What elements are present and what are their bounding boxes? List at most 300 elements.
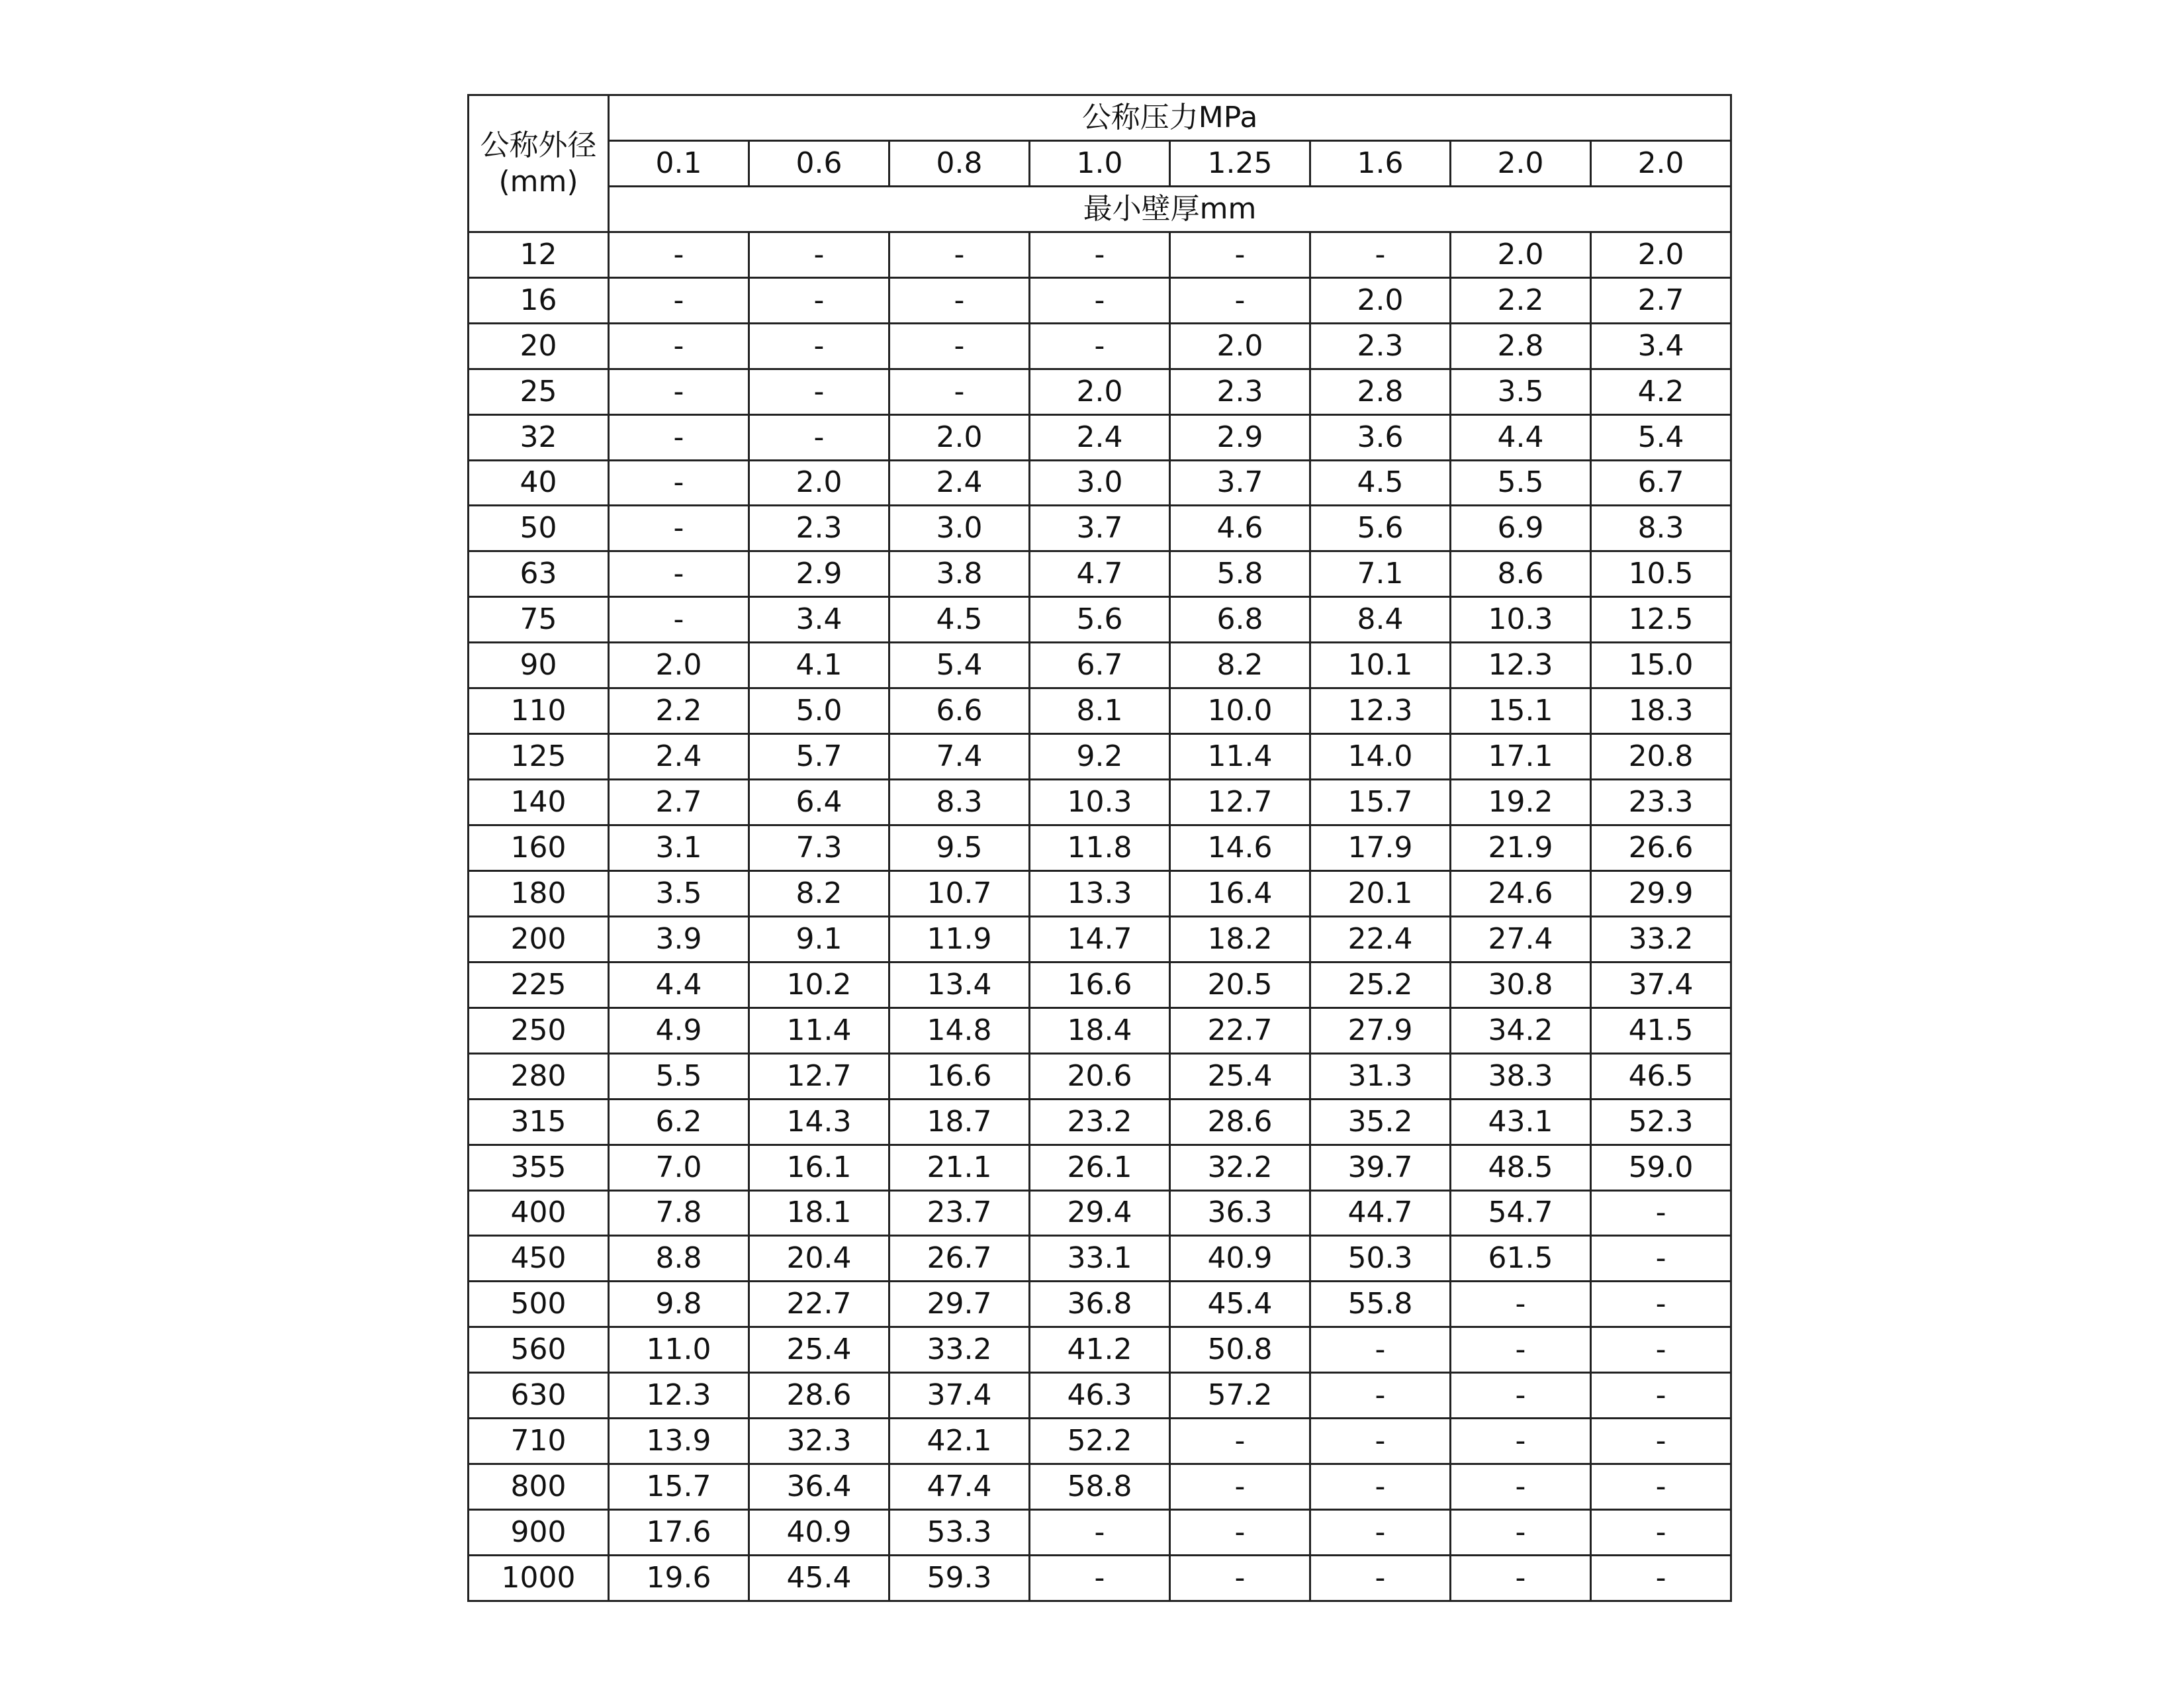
outer-diameter-cell: 32 bbox=[469, 414, 609, 460]
wall-thickness-cell: 4.2 bbox=[1591, 369, 1731, 414]
table-row bbox=[469, 1510, 1731, 1556]
outer-diameter-cell: 1000 bbox=[469, 1556, 609, 1601]
wall-thickness-cell: - bbox=[1310, 1327, 1451, 1373]
outer-diameter-cell: 125 bbox=[469, 734, 609, 780]
table-row bbox=[469, 688, 1731, 734]
wall-thickness-cell: 8.2 bbox=[1170, 643, 1310, 688]
wall-thickness-cell: 57.2 bbox=[1170, 1373, 1310, 1419]
outer-diameter-cell: 800 bbox=[469, 1464, 609, 1510]
thickness-header: 最小壁厚mm bbox=[609, 186, 1731, 232]
wall-thickness-cell: - bbox=[1030, 277, 1170, 323]
table-row bbox=[469, 780, 1731, 825]
wall-thickness-cell: 12.7 bbox=[749, 1053, 889, 1099]
wall-thickness-cell: 41.2 bbox=[1030, 1327, 1170, 1373]
wall-thickness-cell: 20.4 bbox=[749, 1236, 889, 1282]
wall-thickness-cell: 40.9 bbox=[749, 1510, 889, 1556]
outer-diameter-cell: 200 bbox=[469, 916, 609, 962]
wall-thickness-cell: 54.7 bbox=[1451, 1190, 1591, 1236]
table-row bbox=[469, 277, 1731, 323]
wall-thickness-cell: 50.3 bbox=[1310, 1236, 1451, 1282]
outer-diameter-cell: 16 bbox=[469, 277, 609, 323]
wall-thickness-cell: 50.8 bbox=[1170, 1327, 1310, 1373]
wall-thickness-cell: 35.2 bbox=[1310, 1099, 1451, 1145]
wall-thickness-cell: 4.6 bbox=[1170, 506, 1310, 551]
wall-thickness-cell: 17.9 bbox=[1310, 825, 1451, 871]
wall-thickness-cell: - bbox=[609, 369, 749, 414]
wall-thickness-cell: 8.2 bbox=[749, 870, 889, 916]
outer-diameter-cell: 250 bbox=[469, 1008, 609, 1053]
wall-thickness-cell: 41.5 bbox=[1591, 1008, 1731, 1053]
wall-thickness-cell: - bbox=[609, 277, 749, 323]
table-row bbox=[469, 1008, 1731, 1053]
wall-thickness-cell: 29.7 bbox=[889, 1282, 1030, 1327]
table-row bbox=[469, 962, 1731, 1008]
wall-thickness-cell: 32.3 bbox=[749, 1419, 889, 1464]
wall-thickness-cell: 16.6 bbox=[1030, 962, 1170, 1008]
wall-thickness-cell: 17.1 bbox=[1451, 734, 1591, 780]
outer-diameter-cell: 12 bbox=[469, 232, 609, 277]
wall-thickness-cell: 42.1 bbox=[889, 1419, 1030, 1464]
header-row-pressures bbox=[469, 140, 1731, 186]
table-row bbox=[469, 460, 1731, 506]
wall-thickness-cell: - bbox=[889, 369, 1030, 414]
wall-thickness-cell: 18.4 bbox=[1030, 1008, 1170, 1053]
wall-thickness-cell: 33.1 bbox=[1030, 1236, 1170, 1282]
wall-thickness-cell: 40.9 bbox=[1170, 1236, 1310, 1282]
wall-thickness-cell: - bbox=[1310, 1510, 1451, 1556]
wall-thickness-cell: 28.6 bbox=[749, 1373, 889, 1419]
wall-thickness-cell: 4.4 bbox=[609, 962, 749, 1008]
wall-thickness-cell: 10.1 bbox=[1310, 643, 1451, 688]
wall-thickness-cell: 59.0 bbox=[1591, 1145, 1731, 1190]
wall-thickness-cell: 5.4 bbox=[889, 643, 1030, 688]
wall-thickness-cell: 13.3 bbox=[1030, 870, 1170, 916]
outer-diameter-cell: 40 bbox=[469, 460, 609, 506]
wall-thickness-cell: 10.3 bbox=[1030, 780, 1170, 825]
wall-thickness-cell: 6.2 bbox=[609, 1099, 749, 1145]
wall-thickness-cell: - bbox=[1170, 277, 1310, 323]
wall-thickness-cell: 45.4 bbox=[1170, 1282, 1310, 1327]
wall-thickness-cell: 9.2 bbox=[1030, 734, 1170, 780]
wall-thickness-cell: 10.5 bbox=[1591, 551, 1731, 597]
table-row bbox=[469, 643, 1731, 688]
pressure-value: 1.6 bbox=[1310, 140, 1451, 186]
wall-thickness-cell: 16.6 bbox=[889, 1053, 1030, 1099]
pressure-value: 0.8 bbox=[889, 140, 1030, 186]
wall-thickness-cell: 4.5 bbox=[889, 597, 1030, 643]
wall-thickness-cell: 12.5 bbox=[1591, 597, 1731, 643]
wall-thickness-cell: 4.5 bbox=[1310, 460, 1451, 506]
wall-thickness-cell: 13.4 bbox=[889, 962, 1030, 1008]
wall-thickness-cell: - bbox=[609, 506, 749, 551]
wall-thickness-cell: 4.1 bbox=[749, 643, 889, 688]
wall-thickness-cell: - bbox=[889, 232, 1030, 277]
wall-thickness-cell: - bbox=[1030, 1556, 1170, 1601]
wall-thickness-cell: 6.9 bbox=[1451, 506, 1591, 551]
wall-thickness-cell: - bbox=[1310, 1373, 1451, 1419]
wall-thickness-cell: 15.0 bbox=[1591, 643, 1731, 688]
wall-thickness-cell: 2.0 bbox=[1170, 323, 1310, 369]
wall-thickness-cell: 5.7 bbox=[749, 734, 889, 780]
pressure-value: 0.6 bbox=[749, 140, 889, 186]
wall-thickness-cell: - bbox=[1451, 1327, 1591, 1373]
wall-thickness-cell: 36.8 bbox=[1030, 1282, 1170, 1327]
wall-thickness-cell: 8.6 bbox=[1451, 551, 1591, 597]
wall-thickness-cell: - bbox=[1170, 232, 1310, 277]
wall-thickness-cell: 14.0 bbox=[1310, 734, 1451, 780]
wall-thickness-cell: - bbox=[1591, 1190, 1731, 1236]
wall-thickness-cell: 37.4 bbox=[889, 1373, 1030, 1419]
wall-thickness-cell: 46.3 bbox=[1030, 1373, 1170, 1419]
wall-thickness-cell: - bbox=[1591, 1327, 1731, 1373]
wall-thickness-cell: - bbox=[609, 414, 749, 460]
wall-thickness-cell: 2.7 bbox=[609, 780, 749, 825]
wall-thickness-cell: 27.4 bbox=[1451, 916, 1591, 962]
wall-thickness-cell: 4.9 bbox=[609, 1008, 749, 1053]
wall-thickness-cell: 27.9 bbox=[1310, 1008, 1451, 1053]
od-header-cell bbox=[469, 95, 609, 232]
wall-thickness-cell: 38.3 bbox=[1451, 1053, 1591, 1099]
wall-thickness-cell: 6.7 bbox=[1030, 643, 1170, 688]
wall-thickness-cell: 5.0 bbox=[749, 688, 889, 734]
wall-thickness-cell: - bbox=[1310, 232, 1451, 277]
wall-thickness-cell: - bbox=[1451, 1510, 1591, 1556]
table-row bbox=[469, 734, 1731, 780]
pressure-value: 0.1 bbox=[609, 140, 749, 186]
wall-thickness-cell: 23.3 bbox=[1591, 780, 1731, 825]
wall-thickness-cell: 2.0 bbox=[609, 643, 749, 688]
wall-thickness-cell: 21.1 bbox=[889, 1145, 1030, 1190]
wall-thickness-cell: 3.7 bbox=[1030, 506, 1170, 551]
pressure-value: 1.25 bbox=[1170, 140, 1310, 186]
wall-thickness-cell: 18.3 bbox=[1591, 688, 1731, 734]
header-row-thickness-title bbox=[469, 186, 1731, 232]
table-row bbox=[469, 506, 1731, 551]
od-header-label: 公称外径 bbox=[480, 128, 597, 162]
wall-thickness-cell: 9.1 bbox=[749, 916, 889, 962]
wall-thickness-cell: 25.2 bbox=[1310, 962, 1451, 1008]
wall-thickness-cell: - bbox=[1310, 1464, 1451, 1510]
wall-thickness-cell: 59.3 bbox=[889, 1556, 1030, 1601]
wall-thickness-cell: - bbox=[1451, 1282, 1591, 1327]
wall-thickness-cell: 36.4 bbox=[749, 1464, 889, 1510]
wall-thickness-cell: 11.4 bbox=[749, 1008, 889, 1053]
wall-thickness-cell: 24.6 bbox=[1451, 870, 1591, 916]
wall-thickness-cell: 14.6 bbox=[1170, 825, 1310, 871]
wall-thickness-cell: 3.6 bbox=[1310, 414, 1451, 460]
wall-thickness-cell: 26.1 bbox=[1030, 1145, 1170, 1190]
wall-thickness-cell: 22.4 bbox=[1310, 916, 1451, 962]
wall-thickness-cell: 12.3 bbox=[609, 1373, 749, 1419]
wall-thickness-cell: 23.2 bbox=[1030, 1099, 1170, 1145]
outer-diameter-cell: 900 bbox=[469, 1510, 609, 1556]
wall-thickness-cell: 20.6 bbox=[1030, 1053, 1170, 1099]
wall-thickness-cell: 2.3 bbox=[1310, 323, 1451, 369]
wall-thickness-cell: 18.1 bbox=[749, 1190, 889, 1236]
wall-thickness-cell: 25.4 bbox=[749, 1327, 889, 1373]
outer-diameter-cell: 75 bbox=[469, 597, 609, 643]
wall-thickness-cell: - bbox=[1591, 1510, 1731, 1556]
outer-diameter-cell: 160 bbox=[469, 825, 609, 871]
wall-thickness-cell: 3.5 bbox=[1451, 369, 1591, 414]
wall-thickness-cell: - bbox=[1170, 1510, 1310, 1556]
wall-thickness-cell: 2.4 bbox=[609, 734, 749, 780]
wall-thickness-cell: 3.8 bbox=[889, 551, 1030, 597]
wall-thickness-cell: 33.2 bbox=[1591, 916, 1731, 962]
wall-thickness-cell: 9.5 bbox=[889, 825, 1030, 871]
wall-thickness-cell: 47.4 bbox=[889, 1464, 1030, 1510]
wall-thickness-cell: 2.0 bbox=[1310, 277, 1451, 323]
wall-thickness-cell: 4.7 bbox=[1030, 551, 1170, 597]
wall-thickness-cell: 2.9 bbox=[749, 551, 889, 597]
wall-thickness-cell: - bbox=[1591, 1282, 1731, 1327]
wall-thickness-cell: - bbox=[749, 323, 889, 369]
wall-thickness-cell: 3.0 bbox=[889, 506, 1030, 551]
outer-diameter-cell: 110 bbox=[469, 688, 609, 734]
wall-thickness-cell: 10.3 bbox=[1451, 597, 1591, 643]
wall-thickness-cell: 32.2 bbox=[1170, 1145, 1310, 1190]
wall-thickness-cell: - bbox=[1591, 1373, 1731, 1419]
wall-thickness-cell: 52.2 bbox=[1030, 1419, 1170, 1464]
wall-thickness-cell: 10.2 bbox=[749, 962, 889, 1008]
wall-thickness-cell: - bbox=[1451, 1419, 1591, 1464]
wall-thickness-cell: 20.1 bbox=[1310, 870, 1451, 916]
pressure-value: 2.0 bbox=[1591, 140, 1731, 186]
wall-thickness-cell: 31.3 bbox=[1310, 1053, 1451, 1099]
table-row bbox=[469, 1373, 1731, 1419]
wall-thickness-cell: 43.1 bbox=[1451, 1099, 1591, 1145]
outer-diameter-cell: 50 bbox=[469, 506, 609, 551]
wall-thickness-cell: 17.6 bbox=[609, 1510, 749, 1556]
wall-thickness-cell: - bbox=[889, 277, 1030, 323]
wall-thickness-cell: 2.4 bbox=[1030, 414, 1170, 460]
table-row bbox=[469, 551, 1731, 597]
wall-thickness-cell: 12.3 bbox=[1451, 643, 1591, 688]
wall-thickness-cell: 8.1 bbox=[1030, 688, 1170, 734]
outer-diameter-cell: 140 bbox=[469, 780, 609, 825]
wall-thickness-cell: 2.9 bbox=[1170, 414, 1310, 460]
table-row bbox=[469, 870, 1731, 916]
table-row bbox=[469, 414, 1731, 460]
wall-thickness-cell: 16.1 bbox=[749, 1145, 889, 1190]
table-row bbox=[469, 1099, 1731, 1145]
table-row bbox=[469, 916, 1731, 962]
header-row-pressure-title bbox=[469, 95, 1731, 141]
wall-thickness-cell: 8.3 bbox=[1591, 506, 1731, 551]
wall-thickness-cell: 7.3 bbox=[749, 825, 889, 871]
wall-thickness-cell: - bbox=[1030, 323, 1170, 369]
wall-thickness-cell: 6.7 bbox=[1591, 460, 1731, 506]
wall-thickness-cell: - bbox=[1310, 1556, 1451, 1601]
wall-thickness-cell: 2.8 bbox=[1451, 323, 1591, 369]
wall-thickness-cell: 45.4 bbox=[749, 1556, 889, 1601]
wall-thickness-cell: 10.0 bbox=[1170, 688, 1310, 734]
wall-thickness-cell: 13.9 bbox=[609, 1419, 749, 1464]
wall-thickness-cell: 2.3 bbox=[1170, 369, 1310, 414]
wall-thickness-cell: 20.8 bbox=[1591, 734, 1731, 780]
wall-thickness-cell: 2.0 bbox=[1451, 232, 1591, 277]
wall-thickness-cell: 8.3 bbox=[889, 780, 1030, 825]
wall-thickness-cell: 11.8 bbox=[1030, 825, 1170, 871]
wall-thickness-cell: - bbox=[1310, 1419, 1451, 1464]
wall-thickness-cell: 2.7 bbox=[1591, 277, 1731, 323]
wall-thickness-cell: 2.0 bbox=[1591, 232, 1731, 277]
wall-thickness-cell: 29.9 bbox=[1591, 870, 1731, 916]
wall-thickness-cell: 11.4 bbox=[1170, 734, 1310, 780]
wall-thickness-cell: 26.7 bbox=[889, 1236, 1030, 1282]
wall-thickness-cell: 33.2 bbox=[889, 1327, 1030, 1373]
wall-thickness-cell: 14.8 bbox=[889, 1008, 1030, 1053]
wall-thickness-cell: 12.3 bbox=[1310, 688, 1451, 734]
wall-thickness-cell: 8.8 bbox=[609, 1236, 749, 1282]
table-row bbox=[469, 1190, 1731, 1236]
outer-diameter-cell: 630 bbox=[469, 1373, 609, 1419]
wall-thickness-cell: 37.4 bbox=[1591, 962, 1731, 1008]
wall-thickness-cell: 44.7 bbox=[1310, 1190, 1451, 1236]
wall-thickness-cell: - bbox=[1030, 232, 1170, 277]
wall-thickness-cell: - bbox=[749, 414, 889, 460]
wall-thickness-cell: 7.0 bbox=[609, 1145, 749, 1190]
wall-thickness-cell: 5.5 bbox=[1451, 460, 1591, 506]
table-row bbox=[469, 1145, 1731, 1190]
wall-thickness-cell: 4.4 bbox=[1451, 414, 1591, 460]
outer-diameter-cell: 280 bbox=[469, 1053, 609, 1099]
wall-thickness-cell: - bbox=[1170, 1419, 1310, 1464]
pressure-header: 公称压力MPa bbox=[609, 95, 1731, 141]
table-row bbox=[469, 1236, 1731, 1282]
table-row bbox=[469, 1556, 1731, 1601]
outer-diameter-cell: 560 bbox=[469, 1327, 609, 1373]
outer-diameter-cell: 315 bbox=[469, 1099, 609, 1145]
wall-thickness-cell: 52.3 bbox=[1591, 1099, 1731, 1145]
wall-thickness-cell: 14.7 bbox=[1030, 916, 1170, 962]
outer-diameter-cell: 450 bbox=[469, 1236, 609, 1282]
wall-thickness-cell: - bbox=[609, 597, 749, 643]
wall-thickness-cell: 6.8 bbox=[1170, 597, 1310, 643]
wall-thickness-cell: 30.8 bbox=[1451, 962, 1591, 1008]
wall-thickness-cell: 15.7 bbox=[1310, 780, 1451, 825]
wall-thickness-cell: 8.4 bbox=[1310, 597, 1451, 643]
outer-diameter-cell: 225 bbox=[469, 962, 609, 1008]
wall-thickness-cell: 12.7 bbox=[1170, 780, 1310, 825]
wall-thickness-cell: 58.8 bbox=[1030, 1464, 1170, 1510]
outer-diameter-cell: 180 bbox=[469, 870, 609, 916]
wall-thickness-cell: 48.5 bbox=[1451, 1145, 1591, 1190]
wall-thickness-cell: 28.6 bbox=[1170, 1099, 1310, 1145]
pressure-value: 2.0 bbox=[1451, 140, 1591, 186]
table-row bbox=[469, 369, 1731, 414]
wall-thickness-cell: 3.7 bbox=[1170, 460, 1310, 506]
wall-thickness-cell: - bbox=[1591, 1464, 1731, 1510]
wall-thickness-cell: 34.2 bbox=[1451, 1008, 1591, 1053]
wall-thickness-cell: 10.7 bbox=[889, 870, 1030, 916]
table-row bbox=[469, 1327, 1731, 1373]
wall-thickness-cell: 6.6 bbox=[889, 688, 1030, 734]
wall-thickness-cell: 18.7 bbox=[889, 1099, 1030, 1145]
wall-thickness-cell: - bbox=[609, 551, 749, 597]
wall-thickness-cell: 2.3 bbox=[749, 506, 889, 551]
wall-thickness-cell: - bbox=[749, 232, 889, 277]
wall-thickness-cell: 7.4 bbox=[889, 734, 1030, 780]
wall-thickness-cell: 29.4 bbox=[1030, 1190, 1170, 1236]
wall-thickness-cell: 5.6 bbox=[1030, 597, 1170, 643]
outer-diameter-cell: 710 bbox=[469, 1419, 609, 1464]
wall-thickness-cell: 7.1 bbox=[1310, 551, 1451, 597]
wall-thickness-cell: 46.5 bbox=[1591, 1053, 1731, 1099]
wall-thickness-cell: 15.7 bbox=[609, 1464, 749, 1510]
table-row bbox=[469, 1419, 1731, 1464]
outer-diameter-cell: 400 bbox=[469, 1190, 609, 1236]
wall-thickness-cell: - bbox=[1451, 1373, 1591, 1419]
outer-diameter-cell: 355 bbox=[469, 1145, 609, 1190]
wall-thickness-cell: - bbox=[1451, 1464, 1591, 1510]
wall-thickness-cell: 11.9 bbox=[889, 916, 1030, 962]
table-row bbox=[469, 597, 1731, 643]
wall-thickness-cell: 5.5 bbox=[609, 1053, 749, 1099]
wall-thickness-cell: - bbox=[609, 323, 749, 369]
wall-thickness-cell: 3.9 bbox=[609, 916, 749, 962]
wall-thickness-cell: 5.4 bbox=[1591, 414, 1731, 460]
wall-thickness-cell: 21.9 bbox=[1451, 825, 1591, 871]
wall-thickness-cell: 18.2 bbox=[1170, 916, 1310, 962]
wall-thickness-cell: - bbox=[1591, 1556, 1731, 1601]
wall-thickness-cell: 3.4 bbox=[749, 597, 889, 643]
wall-thickness-cell: 2.4 bbox=[889, 460, 1030, 506]
wall-thickness-cell: 55.8 bbox=[1310, 1282, 1451, 1327]
wall-thickness-cell: - bbox=[1591, 1419, 1731, 1464]
wall-thickness-cell: 36.3 bbox=[1170, 1190, 1310, 1236]
wall-thickness-cell: 25.4 bbox=[1170, 1053, 1310, 1099]
wall-thickness-cell: 23.7 bbox=[889, 1190, 1030, 1236]
table-row bbox=[469, 825, 1731, 871]
wall-thickness-cell: - bbox=[609, 460, 749, 506]
wall-thickness-cell: 3.4 bbox=[1591, 323, 1731, 369]
pressure-value: 1.0 bbox=[1030, 140, 1170, 186]
pipe-wall-thickness-table bbox=[467, 94, 1732, 1602]
wall-thickness-cell: 22.7 bbox=[749, 1282, 889, 1327]
wall-thickness-cell: 2.2 bbox=[609, 688, 749, 734]
table-row bbox=[469, 323, 1731, 369]
wall-thickness-cell: 9.8 bbox=[609, 1282, 749, 1327]
outer-diameter-cell: 25 bbox=[469, 369, 609, 414]
wall-thickness-cell: 22.7 bbox=[1170, 1008, 1310, 1053]
wall-thickness-cell: 5.6 bbox=[1310, 506, 1451, 551]
wall-thickness-cell: 39.7 bbox=[1310, 1145, 1451, 1190]
outer-diameter-cell: 63 bbox=[469, 551, 609, 597]
wall-thickness-cell: - bbox=[1170, 1556, 1310, 1601]
outer-diameter-cell: 500 bbox=[469, 1282, 609, 1327]
wall-thickness-cell: 6.4 bbox=[749, 780, 889, 825]
wall-thickness-cell: - bbox=[749, 369, 889, 414]
wall-thickness-cell: 61.5 bbox=[1451, 1236, 1591, 1282]
wall-thickness-cell: - bbox=[1030, 1510, 1170, 1556]
wall-thickness-cell: 14.3 bbox=[749, 1099, 889, 1145]
wall-thickness-cell: 5.8 bbox=[1170, 551, 1310, 597]
wall-thickness-cell: - bbox=[1170, 1464, 1310, 1510]
table-row bbox=[469, 232, 1731, 277]
wall-thickness-cell: 2.0 bbox=[749, 460, 889, 506]
table-row bbox=[469, 1464, 1731, 1510]
wall-thickness-cell: 26.6 bbox=[1591, 825, 1731, 871]
wall-thickness-cell: - bbox=[889, 323, 1030, 369]
wall-thickness-cell: - bbox=[1451, 1556, 1591, 1601]
wall-thickness-cell: - bbox=[749, 277, 889, 323]
wall-thickness-cell: 3.5 bbox=[609, 870, 749, 916]
table-body bbox=[469, 95, 1731, 1601]
wall-thickness-cell: 15.1 bbox=[1451, 688, 1591, 734]
wall-thickness-cell: 2.8 bbox=[1310, 369, 1451, 414]
wall-thickness-cell: 11.0 bbox=[609, 1327, 749, 1373]
